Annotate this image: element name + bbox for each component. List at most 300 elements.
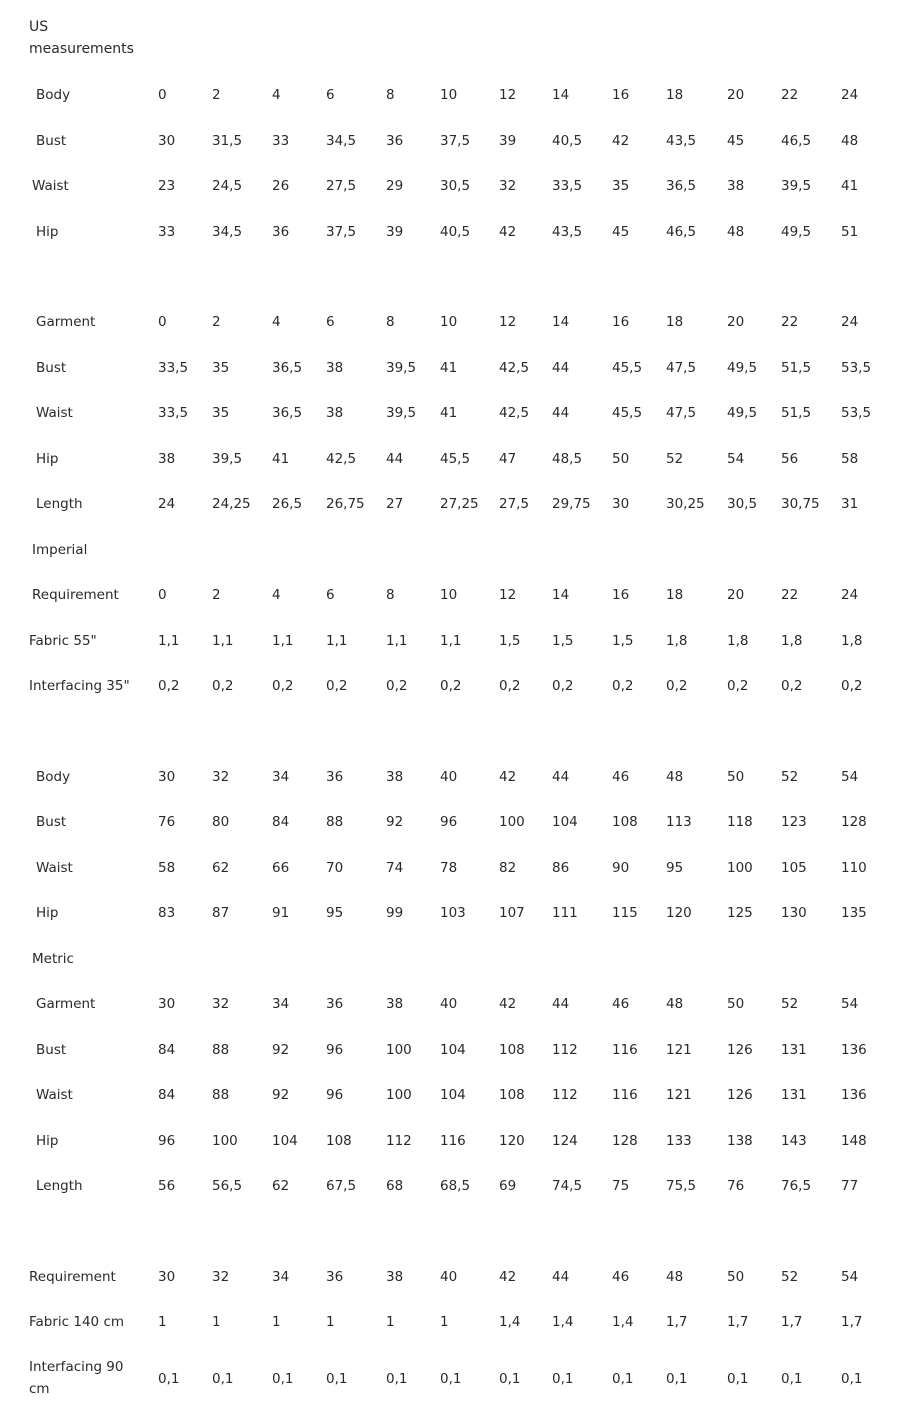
- metric-body-bust-row: [0, 810, 900, 834]
- size-cell: 40: [440, 996, 458, 1012]
- size-cell: 18: [666, 87, 684, 103]
- value-cell: 51,5: [781, 405, 812, 421]
- row-label: Bust: [36, 133, 67, 149]
- value-cell: 100: [386, 1087, 412, 1103]
- row-label: Garment: [36, 314, 96, 330]
- size-cell: 32: [212, 996, 230, 1012]
- value-cell: 92: [386, 814, 404, 830]
- size-cell: 36: [326, 996, 344, 1012]
- metric-body-header-row: [0, 765, 900, 789]
- value-cell: 1,1: [158, 633, 180, 649]
- size-cell: 30: [158, 769, 176, 785]
- value-cell: 108: [326, 1133, 352, 1149]
- value-cell: 36,5: [666, 178, 697, 194]
- row-label: Body: [36, 87, 71, 103]
- value-cell: 75: [612, 1178, 630, 1194]
- value-cell: 51: [841, 224, 859, 240]
- size-cell: 36: [326, 769, 344, 785]
- value-cell: 42,5: [499, 360, 530, 376]
- value-cell: 0,2: [781, 678, 803, 694]
- value-cell: 131: [781, 1087, 807, 1103]
- row-label: Waist: [32, 178, 69, 194]
- value-cell: 1,7: [781, 1314, 803, 1330]
- metric-fabric-row: [0, 1310, 900, 1334]
- value-cell: 50: [612, 451, 630, 467]
- value-cell: 0,1: [326, 1371, 348, 1387]
- value-cell: 75,5: [666, 1178, 697, 1194]
- value-cell: 39,5: [386, 360, 417, 376]
- value-cell: 70: [326, 860, 344, 876]
- us-body-header-row: [0, 83, 900, 107]
- value-cell: 123: [781, 814, 807, 830]
- value-cell: 0,2: [272, 678, 294, 694]
- size-cell: 48: [666, 1269, 684, 1285]
- size-cell: 14: [552, 587, 570, 603]
- value-cell: 100: [386, 1042, 412, 1058]
- size-cell: 36: [326, 1269, 344, 1285]
- us-garment-hip-row: [0, 447, 900, 471]
- value-cell: 45,5: [440, 451, 471, 467]
- size-cell: 12: [499, 587, 517, 603]
- value-cell: 30,5: [727, 496, 758, 512]
- value-cell: 0,2: [612, 678, 634, 694]
- value-cell: 30: [158, 133, 176, 149]
- value-cell: 49,5: [727, 405, 758, 421]
- row-label: Waist: [36, 405, 73, 421]
- value-cell: 1,4: [499, 1314, 521, 1330]
- size-cell: 52: [781, 769, 799, 785]
- size-cell: 44: [552, 1269, 570, 1285]
- size-cell: 4: [272, 314, 281, 330]
- value-cell: 138: [727, 1133, 753, 1149]
- value-cell: 45,5: [612, 360, 643, 376]
- size-cell: 50: [727, 996, 745, 1012]
- value-cell: 30,25: [666, 496, 705, 512]
- value-cell: 39,5: [212, 451, 243, 467]
- value-cell: 104: [272, 1133, 298, 1149]
- row-label: Hip: [36, 1133, 59, 1149]
- value-cell: 76,5: [781, 1178, 812, 1194]
- value-cell: 56,5: [212, 1178, 243, 1194]
- size-cell: 12: [499, 314, 517, 330]
- value-cell: 113: [666, 814, 692, 830]
- value-cell: 31,5: [212, 133, 243, 149]
- value-cell: 1,5: [612, 633, 634, 649]
- value-cell: 41: [841, 178, 859, 194]
- size-cell: 20: [727, 587, 745, 603]
- value-cell: 86: [552, 860, 570, 876]
- size-cell: 52: [781, 1269, 799, 1285]
- us-requirement-header-row: [0, 583, 900, 607]
- size-cell: 32: [212, 769, 230, 785]
- value-cell: 131: [781, 1042, 807, 1058]
- value-cell: 104: [440, 1087, 466, 1103]
- value-cell: 100: [499, 814, 525, 830]
- value-cell: 1,1: [386, 633, 408, 649]
- value-cell: 35: [212, 405, 230, 421]
- row-label: Interfacing 35": [29, 678, 130, 694]
- value-cell: 0,2: [841, 678, 863, 694]
- value-cell: 40,5: [440, 224, 471, 240]
- metric-garment-hip-row: [0, 1129, 900, 1153]
- size-cell: 0: [158, 587, 167, 603]
- value-cell: 74: [386, 860, 404, 876]
- value-cell: 58: [841, 451, 859, 467]
- value-cell: 80: [212, 814, 230, 830]
- size-cell: 2: [212, 587, 221, 603]
- value-cell: 95: [666, 860, 684, 876]
- value-cell: 56: [781, 451, 799, 467]
- value-cell: 128: [841, 814, 867, 830]
- value-cell: 41: [440, 360, 458, 376]
- size-cell: 22: [781, 314, 799, 330]
- size-cell: 48: [666, 769, 684, 785]
- value-cell: 126: [727, 1087, 753, 1103]
- size-cell: 42: [499, 996, 517, 1012]
- value-cell: 49,5: [781, 224, 812, 240]
- value-cell: 41: [272, 451, 290, 467]
- metric-garment-bust-row: [0, 1038, 900, 1062]
- size-cell: 42: [499, 769, 517, 785]
- size-cell: 48: [666, 996, 684, 1012]
- value-cell: 34,5: [212, 224, 243, 240]
- value-cell: 0,2: [727, 678, 749, 694]
- value-cell: 118: [727, 814, 753, 830]
- value-cell: 48: [727, 224, 745, 240]
- value-cell: 47,5: [666, 360, 697, 376]
- row-label: Hip: [36, 905, 59, 921]
- metric-interfacing-row: [0, 1359, 900, 1397]
- size-cell: 32: [212, 1269, 230, 1285]
- value-cell: 143: [781, 1133, 807, 1149]
- row-label: Bust: [36, 814, 67, 830]
- value-cell: 23: [158, 178, 176, 194]
- value-cell: 0,2: [552, 678, 574, 694]
- value-cell: 45: [727, 133, 745, 149]
- value-cell: 84: [158, 1042, 176, 1058]
- value-cell: 33,5: [158, 405, 189, 421]
- value-cell: 103: [440, 905, 466, 921]
- metric-garment-waist-row: [0, 1083, 900, 1107]
- value-cell: 0,1: [386, 1371, 408, 1387]
- row-label: Bust: [36, 1042, 67, 1058]
- value-cell: 0,2: [666, 678, 688, 694]
- value-cell: 26: [272, 178, 290, 194]
- value-cell: 104: [440, 1042, 466, 1058]
- value-cell: 88: [326, 814, 344, 830]
- value-cell: 42: [499, 224, 517, 240]
- value-cell: 1,1: [272, 633, 294, 649]
- size-cell: 10: [440, 87, 458, 103]
- value-cell: 38: [158, 451, 176, 467]
- value-cell: 68,5: [440, 1178, 471, 1194]
- value-cell: 124: [552, 1133, 578, 1149]
- value-cell: 120: [499, 1133, 525, 1149]
- value-cell: 133: [666, 1133, 692, 1149]
- page-title: US measurements: [29, 19, 134, 57]
- value-cell: 104: [552, 814, 578, 830]
- value-cell: 0,1: [212, 1371, 234, 1387]
- size-cell: 10: [440, 587, 458, 603]
- size-cell: 0: [158, 314, 167, 330]
- value-cell: 116: [612, 1087, 638, 1103]
- us-body-bust-row: [0, 129, 900, 153]
- size-cell: 38: [386, 1269, 404, 1285]
- metric-requirement-header-row: [0, 1265, 900, 1289]
- value-cell: 112: [386, 1133, 412, 1149]
- value-cell: 0,2: [326, 678, 348, 694]
- value-cell: 39,5: [386, 405, 417, 421]
- value-cell: 42: [612, 133, 630, 149]
- value-cell: 44: [386, 451, 404, 467]
- value-cell: 77: [841, 1178, 859, 1194]
- size-cell: 38: [386, 996, 404, 1012]
- value-cell: 130: [781, 905, 807, 921]
- size-cell: 46: [612, 1269, 630, 1285]
- row-label: Requirement: [29, 1269, 116, 1285]
- value-cell: 36: [272, 224, 290, 240]
- value-cell: 1: [326, 1314, 335, 1330]
- value-cell: 47: [499, 451, 517, 467]
- value-cell: 39,5: [781, 178, 812, 194]
- value-cell: 135: [841, 905, 867, 921]
- value-cell: 27,5: [326, 178, 357, 194]
- value-cell: 125: [727, 905, 753, 921]
- value-cell: 0,1: [499, 1371, 521, 1387]
- metric-body-hip-row: [0, 901, 900, 925]
- value-cell: 78: [440, 860, 458, 876]
- value-cell: 1,7: [841, 1314, 863, 1330]
- value-cell: 45,5: [612, 405, 643, 421]
- value-cell: 1,4: [612, 1314, 634, 1330]
- value-cell: 121: [666, 1042, 692, 1058]
- value-cell: 45: [612, 224, 630, 240]
- size-cell: 54: [841, 769, 859, 785]
- value-cell: 33: [272, 133, 290, 149]
- size-cell: 20: [727, 314, 745, 330]
- value-cell: 43,5: [666, 133, 697, 149]
- value-cell: 33: [158, 224, 176, 240]
- us-fabric-row: [0, 629, 900, 653]
- value-cell: 84: [272, 814, 290, 830]
- value-cell: 1,8: [841, 633, 863, 649]
- size-cell: 22: [781, 87, 799, 103]
- size-cell: 34: [272, 996, 290, 1012]
- value-cell: 48,5: [552, 451, 583, 467]
- value-cell: 56: [158, 1178, 176, 1194]
- value-cell: 46,5: [666, 224, 697, 240]
- size-cell: 50: [727, 769, 745, 785]
- value-cell: 33,5: [158, 360, 189, 376]
- us-body-hip-row: [0, 220, 900, 244]
- value-cell: 0,1: [158, 1371, 180, 1387]
- size-cell: 46: [612, 996, 630, 1012]
- size-cell: 54: [841, 996, 859, 1012]
- value-cell: 112: [552, 1087, 578, 1103]
- value-cell: 39: [386, 224, 404, 240]
- value-cell: 83: [158, 905, 176, 921]
- value-cell: 68: [386, 1178, 404, 1194]
- value-cell: 48: [841, 133, 859, 149]
- size-cell: 38: [386, 769, 404, 785]
- metric-garment-length-row: [0, 1174, 900, 1198]
- size-cell: 44: [552, 769, 570, 785]
- value-cell: 29,75: [552, 496, 591, 512]
- value-cell: 110: [841, 860, 867, 876]
- value-cell: 47,5: [666, 405, 697, 421]
- value-cell: 108: [612, 814, 638, 830]
- value-cell: 1: [386, 1314, 395, 1330]
- value-cell: 0,1: [552, 1371, 574, 1387]
- size-cell: 40: [440, 769, 458, 785]
- value-cell: 37,5: [326, 224, 357, 240]
- value-cell: 136: [841, 1087, 867, 1103]
- metric-body-waist-row: [0, 856, 900, 880]
- value-cell: 1,8: [666, 633, 688, 649]
- value-cell: 30: [612, 496, 630, 512]
- value-cell: 49,5: [727, 360, 758, 376]
- size-cell: 50: [727, 1269, 745, 1285]
- size-cell: 8: [386, 87, 395, 103]
- value-cell: 112: [552, 1042, 578, 1058]
- size-cell: 8: [386, 587, 395, 603]
- size-cell: 24: [841, 87, 859, 103]
- value-cell: 0,1: [727, 1371, 749, 1387]
- row-label: Length: [36, 1178, 83, 1194]
- value-cell: 0,2: [212, 678, 234, 694]
- value-cell: 76: [727, 1178, 745, 1194]
- value-cell: 66: [272, 860, 290, 876]
- value-cell: 107: [499, 905, 525, 921]
- value-cell: 41: [440, 405, 458, 421]
- size-cell: 4: [272, 87, 281, 103]
- value-cell: 96: [326, 1087, 344, 1103]
- us-garment-bust-row: [0, 356, 900, 380]
- row-label: Length: [36, 496, 83, 512]
- value-cell: 26,5: [272, 496, 303, 512]
- value-cell: 121: [666, 1087, 692, 1103]
- value-cell: 1: [158, 1314, 167, 1330]
- size-cell: 46: [612, 769, 630, 785]
- size-cell: 40: [440, 1269, 458, 1285]
- us-garment-header-row: [0, 310, 900, 334]
- value-cell: 1,8: [781, 633, 803, 649]
- value-cell: 92: [272, 1087, 290, 1103]
- value-cell: 31: [841, 496, 859, 512]
- value-cell: 27,25: [440, 496, 479, 512]
- row-label: Fabric 55": [29, 633, 97, 649]
- value-cell: 38: [727, 178, 745, 194]
- value-cell: 36,5: [272, 360, 303, 376]
- row-label: Interfacing 90 cm: [29, 1359, 124, 1397]
- size-cell: 34: [272, 1269, 290, 1285]
- value-cell: 0,2: [499, 678, 521, 694]
- value-cell: 27,5: [499, 496, 530, 512]
- value-cell: 1,8: [727, 633, 749, 649]
- value-cell: 120: [666, 905, 692, 921]
- value-cell: 136: [841, 1042, 867, 1058]
- value-cell: 54: [727, 451, 745, 467]
- size-cell: 8: [386, 314, 395, 330]
- size-cell: 44: [552, 996, 570, 1012]
- value-cell: 0,2: [386, 678, 408, 694]
- size-cell: 6: [326, 587, 335, 603]
- size-cell: 2: [212, 87, 221, 103]
- value-cell: 44: [552, 405, 570, 421]
- value-cell: 67,5: [326, 1178, 357, 1194]
- value-cell: 128: [612, 1133, 638, 1149]
- value-cell: 0,1: [612, 1371, 634, 1387]
- value-cell: 100: [212, 1133, 238, 1149]
- value-cell: 76: [158, 814, 176, 830]
- us-interfacing-row: [0, 674, 900, 698]
- value-cell: 36: [386, 133, 404, 149]
- value-cell: 38: [326, 360, 344, 376]
- value-cell: 87: [212, 905, 230, 921]
- value-cell: 96: [326, 1042, 344, 1058]
- size-cell: 6: [326, 87, 335, 103]
- size-cell: 30: [158, 1269, 176, 1285]
- value-cell: 108: [499, 1087, 525, 1103]
- size-cell: 12: [499, 87, 517, 103]
- size-cell: 20: [727, 87, 745, 103]
- value-cell: 1,5: [499, 633, 521, 649]
- value-cell: 24,25: [212, 496, 251, 512]
- size-cell: 18: [666, 587, 684, 603]
- value-cell: 96: [440, 814, 458, 830]
- value-cell: 62: [212, 860, 230, 876]
- us-garment-waist-row: [0, 401, 900, 425]
- size-cell: 24: [841, 314, 859, 330]
- size-cell: 4: [272, 587, 281, 603]
- value-cell: 96: [158, 1133, 176, 1149]
- size-cell: 34: [272, 769, 290, 785]
- value-cell: 36,5: [272, 405, 303, 421]
- value-cell: 34,5: [326, 133, 357, 149]
- row-label: Waist: [36, 1087, 73, 1103]
- value-cell: 24,5: [212, 178, 243, 194]
- value-cell: 108: [499, 1042, 525, 1058]
- size-cell: 30: [158, 996, 176, 1012]
- value-cell: 0,1: [440, 1371, 462, 1387]
- value-cell: 32: [499, 178, 517, 194]
- value-cell: 92: [272, 1042, 290, 1058]
- imperial-section-label: Imperial: [32, 542, 88, 558]
- value-cell: 0,1: [272, 1371, 294, 1387]
- value-cell: 42,5: [499, 405, 530, 421]
- value-cell: 90: [612, 860, 630, 876]
- value-cell: 1,1: [326, 633, 348, 649]
- value-cell: 1: [272, 1314, 281, 1330]
- row-label: Garment: [36, 996, 96, 1012]
- value-cell: 74,5: [552, 1178, 583, 1194]
- value-cell: 38: [326, 405, 344, 421]
- row-label: Requirement: [32, 587, 119, 603]
- size-cell: 16: [612, 87, 630, 103]
- value-cell: 29: [386, 178, 404, 194]
- value-cell: 88: [212, 1042, 230, 1058]
- value-cell: 40,5: [552, 133, 583, 149]
- value-cell: 82: [499, 860, 517, 876]
- value-cell: 84: [158, 1087, 176, 1103]
- size-cell: 14: [552, 87, 570, 103]
- value-cell: 27: [386, 496, 404, 512]
- size-cell: 14: [552, 314, 570, 330]
- row-label: Hip: [36, 451, 59, 467]
- row-label: Hip: [36, 224, 59, 240]
- value-cell: 1,7: [727, 1314, 749, 1330]
- row-label: Body: [36, 769, 71, 785]
